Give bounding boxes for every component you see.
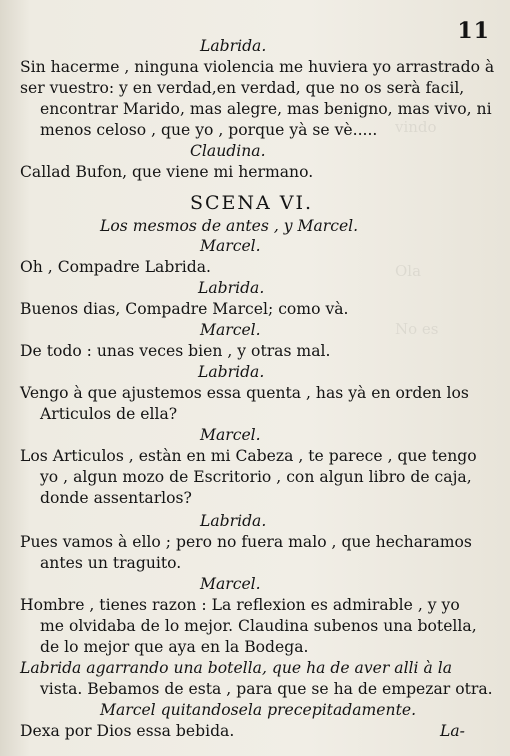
dialogue-line: Callad Bufon, que viene mi hermano. [20,163,314,181]
dialogue-line: ser vuestro: y en verdad,en verdad, que no os serà facil, [20,79,465,97]
speaker-name: Labrida. [200,512,267,530]
dialogue-line: Dexa por Dios essa bebida. [20,722,235,740]
speaker-name: Marcel. [200,321,261,339]
dialogue-line: vista. Bebamos de esta , para que se ha de empezar otra. [40,680,493,698]
dialogue-line: Pues vamos à ello ; pero no fuera malo , que hecharamos [20,533,472,551]
speaker-name: Marcel. [200,426,261,444]
dialogue-line: menos celoso , que yo , porque yà se vè..... [40,121,378,139]
speaker-name: Marcel. [200,575,261,593]
stage-direction: Marcel quitandosela precepitadamente. [100,701,417,719]
dialogue-line: Hombre , tienes razon : La reflexion es admirable , y yo [20,596,460,614]
dialogue-line: De todo : unas veces bien , y otras mal. [20,342,331,360]
scene-heading: SCENA VI. [190,192,314,214]
speaker-name: Labrida. [200,37,267,55]
stage-direction: Labrida agarrando una botella, que ha de aver alli à la [20,659,453,677]
dialogue-line: Articulos de ella? [40,405,178,423]
dialogue-line: Buenos dias, Compadre Marcel; como và. [20,300,349,318]
bleed-through-text: Ola [395,262,422,280]
dialogue-line: yo , algun mozo de Escritorio , con algun libro de caja, [40,468,472,486]
speaker-name: Marcel. [200,237,261,255]
page-number: 11 [457,18,490,44]
dialogue-line: encontrar Marido, mas alegre, mas benigno, mas vivo, ni [40,100,492,118]
dialogue-line: de lo mejor que aya en la Bodega. [40,638,309,656]
dialogue-line: Los Articulos , estàn en mi Cabeza , te parece , que tengo [20,447,477,465]
catchword: La- [440,722,465,740]
speaker-name: Claudina. [190,142,266,160]
dialogue-line: me olvidaba de lo mejor. Claudina subenos una botella, [40,617,477,635]
dialogue-line: antes un traguito. [40,554,182,572]
speaker-name: Labrida. [198,279,265,297]
stage-direction: Los mesmos de antes , y Marcel. [100,217,359,235]
speaker-name: Labrida. [198,363,265,381]
dialogue-line: Sin hacerme , ninguna violencia me huviera yo arrastrado à [20,58,495,76]
dialogue-line: Oh , Compadre Labrida. [20,258,212,276]
bleed-through-text: vindo [395,118,437,136]
dialogue-line: Vengo à que ajustemos essa quenta , has yà en orden los [20,384,469,402]
bleed-through-text: No es [395,320,439,338]
dialogue-line: donde assentarlos? [40,489,192,507]
